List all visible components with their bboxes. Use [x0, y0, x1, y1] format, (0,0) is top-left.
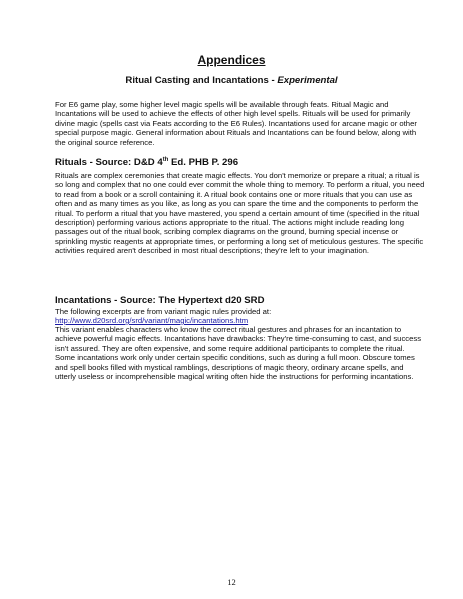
incantations-link[interactable] — [55, 316, 425, 325]
subtitle-main: Ritual Casting and Incantations - — [125, 75, 278, 86]
intro-paragraph: For E6 game play, some higher level magic spells will be available through feats. Ritual Magic and Incantations will be used to achieve the effects of other high level spells. Rituals will be used for primarily divine magic (spells cast via Feats according to the E6 Rules). Incantations used for arcane magic or other special purpose magic. General information about Rituals and Incantations can be found below, along with the original source reference. — [55, 100, 417, 147]
incantations-source-link[interactable]: http://www.d20srd.org/srd/variant/magic/incantations.htm — [55, 316, 249, 325]
rituals-paragraph: Rituals are complex ceremonies that create magic effects. You don't memorize or prepare a ritual; a ritual is so long and complex that no one could ever commit the whole thing to memory. To perform a ritual, you need to read from a book or a scroll containing it. A ritual book contains one or more rituals that you can use as often and as many times as you like, as long as you can spare the time and the components to perform the ritual. To perform a ritual that you have mastered, you spend a certain amount of time (specified in the ritual description) performing various actions appropriate to the ritual. The actions might include reading long passages out of the ritual book, scribing complex diagrams on the ground, burning special incense or sprinkling mystic reagents at appropriate times, or performing a long set of meticulous gestures. The specific activities required aren't described in most ritual descriptions; they're left to your imagination. — [55, 171, 425, 256]
page-number: 12 — [227, 577, 236, 587]
incantations-heading: Incantations - Source: The Hypertext d20 SRD — [55, 295, 265, 306]
incantations-paragraph: This variant enables characters who know the correct ritual gestures and phrases for an incantation to achieve powerful magic effects. Incantations have drawbacks: They're time-consuming to cast, and success isn't assured. They are often expensive, and some require additional participants to complete the ritual. Some incantations work only under certain specific conditions, such as during a full moon. Obscure tomes and spell books filled with mystical ramblings, descriptions of magic theory, ordinary arcane spells, and utterly useless or incomprehensible magical writing often hide the instructions for performing incantations. — [55, 325, 422, 382]
rituals-heading-sup: th — [162, 156, 169, 163]
rituals-heading-pre: Rituals - Source: D&D 4 — [55, 157, 163, 168]
section-subtitle — [0, 75, 463, 86]
rituals-heading-post: Ed. PHB P. 296 — [168, 157, 239, 168]
rituals-heading — [55, 157, 425, 168]
page-title: Appendices — [197, 53, 266, 67]
incantations-lead: The following excerpts are from variant magic rules provided at: — [55, 307, 272, 316]
subtitle-emphasis: Experimental — [277, 75, 338, 86]
